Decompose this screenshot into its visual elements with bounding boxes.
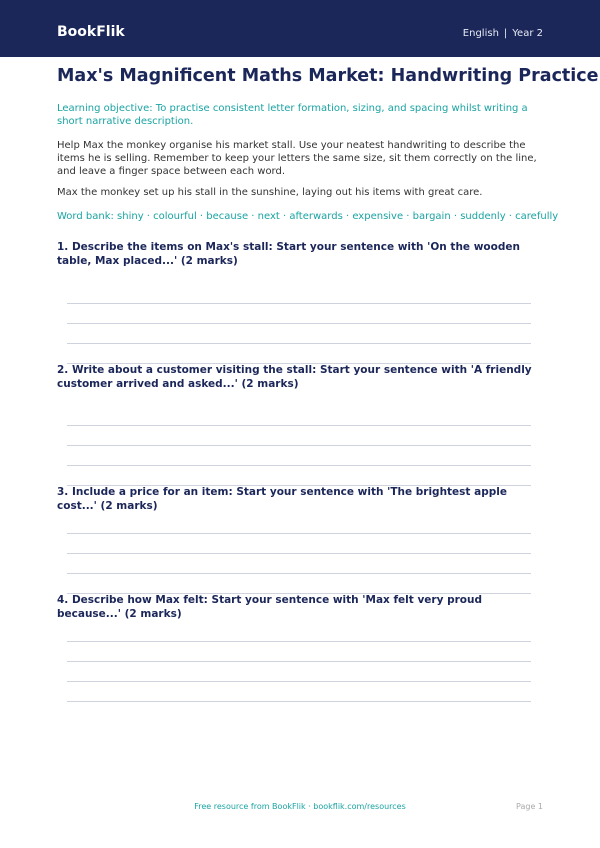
question-1: 1. Describe the items on Max's stall: Start your sentence with 'On the wooden table, Max placed...' (2 marks) <box>57 241 520 267</box>
writing-line[interactable] <box>67 661 531 662</box>
writing-line[interactable] <box>67 641 531 642</box>
subject-year <box>463 28 543 39</box>
page-header <box>0 0 600 57</box>
subject-label: English <box>462 28 499 39</box>
writing-line[interactable] <box>67 445 531 446</box>
writing-line[interactable] <box>67 573 531 574</box>
question-3: 3. Include a price for an item: Start your sentence with 'The brightest apple cost...' (2 marks) <box>57 486 507 512</box>
writing-line[interactable] <box>67 701 531 702</box>
writing-line[interactable] <box>67 343 531 344</box>
writing-line[interactable] <box>67 553 531 554</box>
writing-line[interactable] <box>67 533 531 534</box>
page-number: Page 1 <box>516 802 543 811</box>
question-4: 4. Describe how Max felt: Start your sentence with 'Max felt very proud because...' (2 marks) <box>57 594 482 620</box>
page-title: Max's Magnificent Maths Market: Handwriting Practice <box>57 66 599 86</box>
meta-separator: | <box>503 28 508 39</box>
word-bank: Word bank: shiny · colourful · because · next · afterwards · expensive · bargain · suddenly · carefully <box>57 211 559 222</box>
story-sentence: Max the monkey set up his stall in the sunshine, laying out his items with great care. <box>57 187 483 198</box>
year-label: Year 2 <box>512 28 543 39</box>
question-2: 2. Write about a customer visiting the stall: Start your sentence with 'A friendly customer arrived and asked...' (2 marks) <box>57 364 532 390</box>
brand-logo: BookFlik <box>57 24 125 40</box>
writing-line[interactable] <box>67 425 531 426</box>
learning-objective: Learning objective: To practise consistent letter formation, sizing, and spacing whilst writing a short narrative description. <box>57 103 528 127</box>
writing-line[interactable] <box>67 681 531 682</box>
writing-line[interactable] <box>67 323 531 324</box>
writing-line[interactable] <box>67 465 531 466</box>
instructions: Help Max the monkey organise his market stall. Use your neatest handwriting to describe the items he is selling. Remember to keep your letters the same size, sit them correctly on the line, and leave a finger space between each word. <box>57 140 537 177</box>
footer-credit: Free resource from BookFlik · bookflik.com/resources <box>194 802 406 811</box>
writing-line[interactable] <box>67 303 531 304</box>
